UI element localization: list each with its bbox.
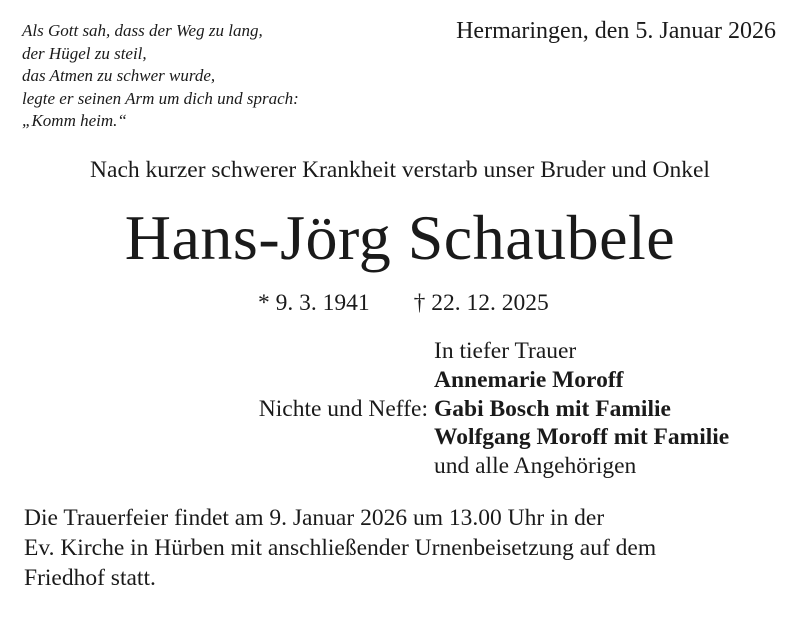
- relative-name: Wolfgang Moroff mit Familie: [434, 424, 730, 451]
- mourners-closing: und alle Angehörigen: [434, 453, 637, 480]
- poem-line: das Atmen zu schwer wurde,: [22, 66, 216, 85]
- ceremony-line: Ev. Kirche in Hürben mit anschließender Urnenbeisetzung auf dem: [24, 535, 657, 561]
- poem-line: legte er seinen Arm um dich und sprach:: [22, 88, 299, 108]
- deceased-name: Hans-Jörg Schaubele: [124, 202, 676, 273]
- poem-line: der Hügel zu steil,: [22, 43, 147, 63]
- ceremony-notice: [24, 503, 656, 593]
- ceremony-line: Die Trauerfeier findet am 9. Januar 2026 um 13.00 Uhr in der: [24, 505, 605, 531]
- ceremony-line: Friedhof statt.: [24, 565, 156, 591]
- poem-verse: [22, 20, 299, 133]
- relative-name: Gabi Bosch mit Familie: [434, 395, 671, 422]
- mourners-block: [0, 337, 800, 481]
- intro-text: Nach kurzer schwerer Krankheit verstarb unser Bruder und Onkel: [90, 157, 710, 183]
- death-date: † 22. 12. 2025: [413, 290, 549, 316]
- life-dates: [258, 288, 549, 318]
- birth-date: * 9. 3. 1941: [258, 290, 370, 316]
- relation-label: Nichte und Neffe:: [258, 395, 428, 422]
- place-and-date: Hermaringen, den 5. Januar 2026: [456, 18, 776, 44]
- poem-line: Als Gott sah, dass der Weg zu lang,: [22, 21, 263, 40]
- mourning-heading: In tiefer Trauer: [434, 338, 577, 364]
- primary-mourner: Annemarie Moroff: [434, 366, 624, 393]
- poem-line: „Komm heim.“: [22, 111, 127, 130]
